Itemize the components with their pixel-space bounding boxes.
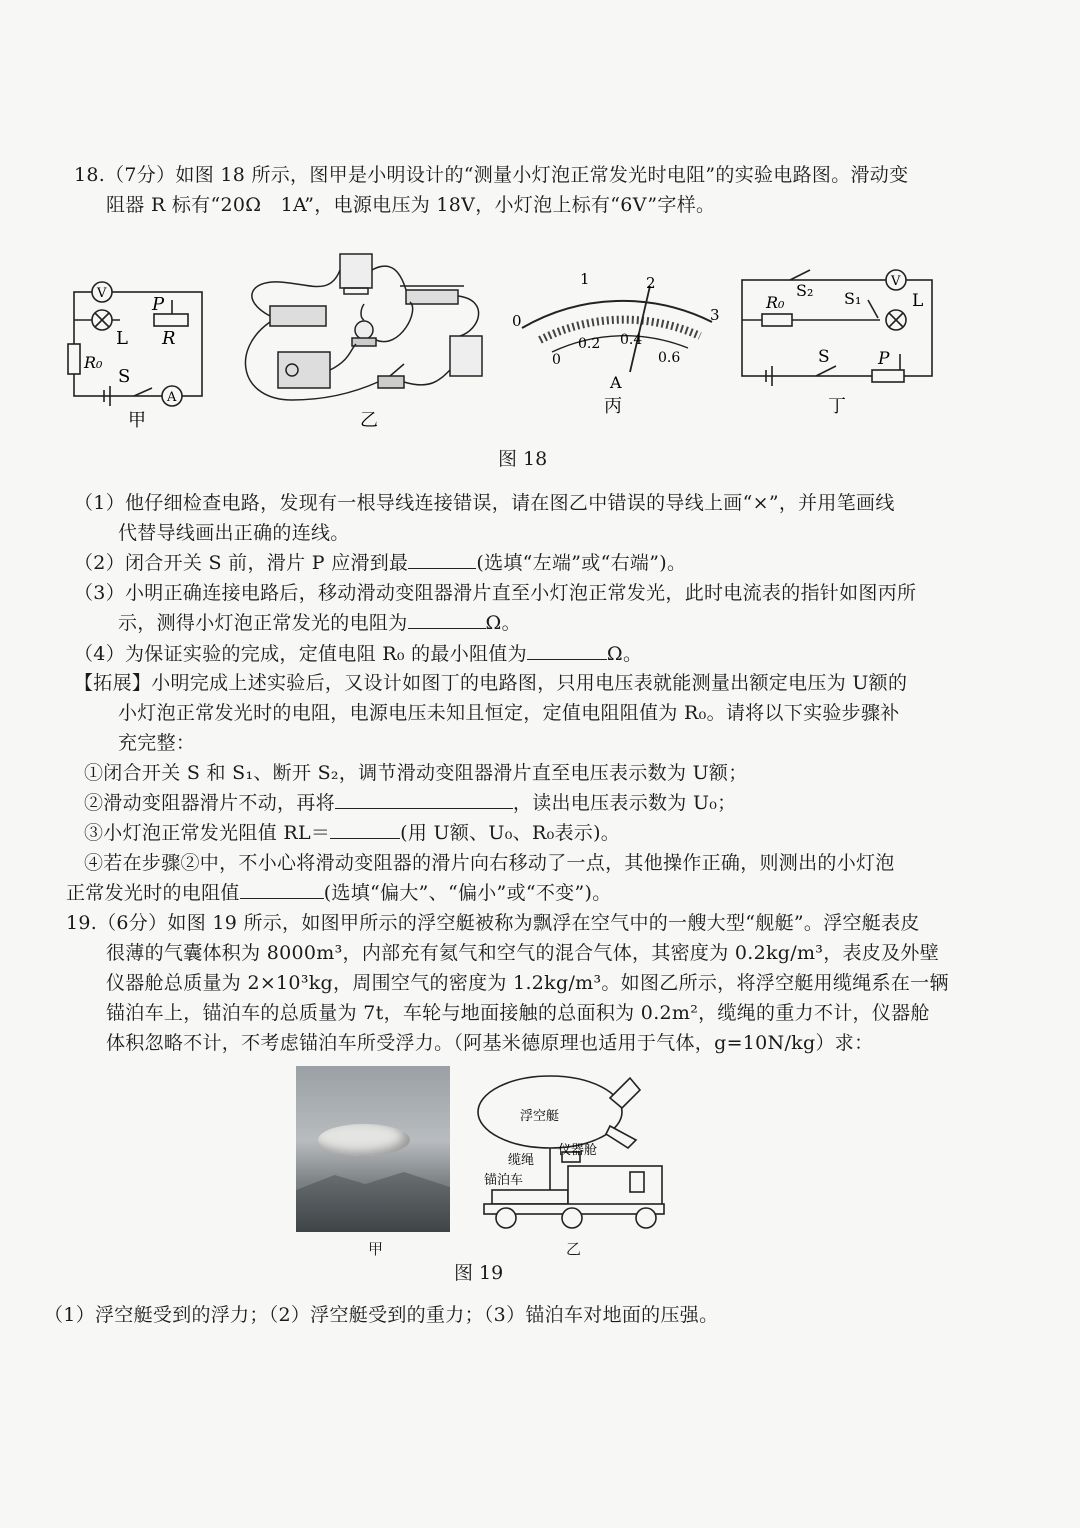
q18-step-2-blank[interactable]: [335, 790, 513, 809]
q18-step-4-line-1: ④若在步骤②中，不小心将滑动变阻器的滑片向右移动了一点，其他操作正确，则测出的小灯泡: [84, 852, 895, 874]
q18-step-1: ①闭合开关 S 和 S₁、断开 S₂，调节滑动变阻器滑片直至电压表示数为 U额；: [84, 762, 748, 784]
jia-r-label: R: [162, 328, 176, 349]
q18-p4: [74, 641, 642, 667]
jia-v-label: V: [97, 286, 107, 301]
q19-line-5: 体积忽略不计，不考虑锚泊车所受浮力。（阿基米德原理也适用于气体，g=10N/kg）求：: [106, 1032, 874, 1054]
circuit-ding: [742, 270, 932, 386]
ding-switch-s: [816, 366, 836, 376]
jia-a-label: A: [167, 390, 177, 405]
diagram-tail-bottom: [606, 1126, 636, 1148]
q18-p2: [74, 550, 686, 576]
photo-mountains: [296, 1172, 450, 1232]
dial-inner-0: 0: [552, 352, 561, 368]
jia-rheostat: [154, 314, 188, 326]
q18-step-2-text: ②滑动变阻器滑片不动，再将: [84, 792, 335, 814]
q18-p3-blank[interactable]: [408, 610, 486, 629]
fig19-label-yi: 乙: [566, 1240, 582, 1258]
ding-r0-label: R₀: [766, 293, 785, 312]
diagram-truck-bed: [492, 1190, 568, 1204]
q18-p3-unit: Ω。: [485, 612, 521, 634]
ding-rheostat: [872, 370, 904, 382]
q18-p2-text-end: (选填“左端”或“右端”)。: [476, 552, 687, 574]
q18-p4-blank[interactable]: [527, 641, 607, 660]
q18-step-3-end: (用 U额、U₀、R₀表示)。: [400, 822, 621, 844]
q18-p2-text: （2）闭合开关 S 前，滑片 P 应滑到最: [74, 552, 409, 574]
jia-outer-loop: [74, 292, 202, 396]
fig18-label-bing: 丙: [604, 396, 622, 417]
fig18-caption: 图 18: [498, 448, 548, 470]
dial-inner-2: 0.4: [620, 332, 643, 348]
q18-p3-text: 示，测得小灯泡正常发光的电阻为: [118, 612, 408, 634]
jia-s-label: S: [118, 366, 131, 387]
q18-p2-blank[interactable]: [408, 550, 476, 569]
q18-step-2: [84, 790, 736, 816]
diagram-label-truck: 锚泊车: [484, 1173, 524, 1188]
figure-18: [60, 240, 1020, 440]
fig19-label-jia: 甲: [368, 1240, 384, 1258]
q18-step-3-blank[interactable]: [330, 820, 400, 839]
airship-photo: [296, 1066, 450, 1232]
dial-outer-1: 1: [580, 270, 590, 288]
fig18-label-jia: 甲: [128, 410, 146, 431]
yi-lamp: [355, 321, 373, 339]
fig18-label-yi: 乙: [360, 410, 378, 431]
jia-r0: [68, 344, 80, 374]
photo-airship-shape: [318, 1124, 410, 1156]
ding-s2-label: S₂: [796, 281, 814, 300]
circuit-jia: [68, 282, 202, 406]
q18-step-4-end: (选填“偏大”、“偏小”或“不变”)。: [323, 882, 612, 904]
ding-switch-s2: [790, 270, 810, 280]
dial-inner-3: 0.6: [658, 350, 681, 366]
dial-unit: A: [610, 373, 622, 392]
dial-outer-3: 3: [710, 306, 720, 324]
q19-line-1: 19.（6分）如图 19 所示，如图甲所示的浮空艇被称为飘浮在空气中的一艘大型“舰艇”。浮空艇表皮: [66, 912, 920, 934]
dial-outer-0: 0: [512, 312, 522, 330]
q18-step-4-blank[interactable]: [240, 880, 324, 899]
jia-p-label: P: [152, 294, 165, 315]
q18-line-2: 阻器 R 标有“20Ω 1A”，电源电压为 18V，小灯泡上标有“6V”字样。: [106, 194, 716, 216]
circuit-yi: [245, 254, 482, 400]
ammeter-dial: [522, 286, 712, 372]
diagram-wheel-3: [636, 1208, 656, 1228]
q18-step-4-line-2: [66, 880, 612, 906]
fig18-label-ding: 丁: [828, 396, 846, 417]
q18-p4-text: （4）为保证实验的完成，定值电阻 R₀ 的最小阻值为: [74, 643, 527, 665]
yi-ammeter: [450, 336, 482, 376]
ding-p-label: P: [878, 349, 890, 369]
q18-ext-line-3: 充完整：: [118, 732, 196, 754]
yi-switch: [378, 376, 404, 388]
diagram-wheel-2: [562, 1208, 582, 1228]
fig19-caption: 图 19: [454, 1262, 504, 1284]
q18-p4-unit: Ω。: [606, 643, 643, 665]
q18-p1-line-2: 代替导线画出正确的连线。: [118, 522, 350, 544]
q19-line-2: 很薄的气囊体积为 8000m³，内部充有氦气和空气的混合气体，其密度为 0.2kg/m³，表皮及外壁: [106, 942, 939, 964]
diagram-truck-cab: [568, 1166, 662, 1206]
yi-rheostat: [406, 290, 458, 304]
q18-step-2-end: ，读出电压表示数为 U₀；: [512, 792, 737, 814]
jia-r0-label: R₀: [84, 353, 103, 372]
diagram-label-cable: 缆绳: [508, 1153, 535, 1168]
ding-switch-s1: [868, 300, 878, 318]
ding-s1-label: S₁: [844, 289, 862, 308]
q18-p3-line-1: （3）小明正确连接电路后，移动滑动变阻器滑片直至小灯泡正常发光，此时电流表的指针如图丙所: [74, 582, 917, 604]
q18-ext-line-2: 小灯泡正常发光时的电阻，电源电压未知且恒定，定值电阻阻值为 R₀。请将以下实验步骤补: [118, 702, 900, 724]
ding-s-label: S: [818, 347, 830, 367]
diagram-label-pod: 仪器舱: [558, 1143, 598, 1158]
q18-p1-line-1: （1）他仔细检查电路，发现有一根导线连接错误，请在图乙中错误的导线上画“×”，并用笔画线: [74, 492, 895, 514]
diagram-wheel-1: [496, 1208, 516, 1228]
ding-r0: [762, 314, 792, 326]
yi-voltmeter: [340, 254, 372, 288]
q18-p3-line-2: [118, 610, 521, 636]
ding-v-label: V: [891, 274, 901, 289]
ding-l-label: L: [912, 291, 924, 311]
dial-inner-1: 0.2: [578, 336, 601, 352]
diagram-label-airship: 浮空艇: [520, 1109, 560, 1124]
airship-diagram: [470, 1068, 680, 1238]
q18-ext-line-1: 【拓展】小明完成上述实验后，又设计如图丁的电路图，只用电压表就能测量出额定电压为 U额的: [74, 672, 908, 694]
q19-line-4: 锚泊车上，锚泊车的总质量为 7t，车轮与地面接触的总面积为 0.2m²，缆绳的重力不计，仪器舱: [106, 1002, 930, 1024]
q19-questions: （1）浮空艇受到的浮力；（2）浮空艇受到的重力；（3）锚泊车对地面的压强。: [44, 1304, 719, 1326]
q18-step-3-text: ③小灯泡正常发光阻值 RL＝: [84, 822, 331, 844]
jia-l-label: L: [116, 328, 128, 349]
ammeter-needle: [630, 286, 650, 372]
dial-outer-2: 2: [646, 274, 656, 292]
q19-line-3: 仪器舱总质量为 2×10³kg，周围空气的密度为 1.2kg/m³。如图乙所示，将浮空艇用缆绳系在一辆: [106, 972, 949, 994]
q18-step-3: [84, 820, 620, 846]
yi-battery-box: [270, 306, 326, 326]
q18-step-4-text: 正常发光时的电阻值: [66, 882, 240, 904]
q18-line-1: 18.（7分）如图 18 所示，图甲是小明设计的“测量小灯泡正常发光时电阻”的实验电路图。滑动变: [74, 164, 909, 186]
